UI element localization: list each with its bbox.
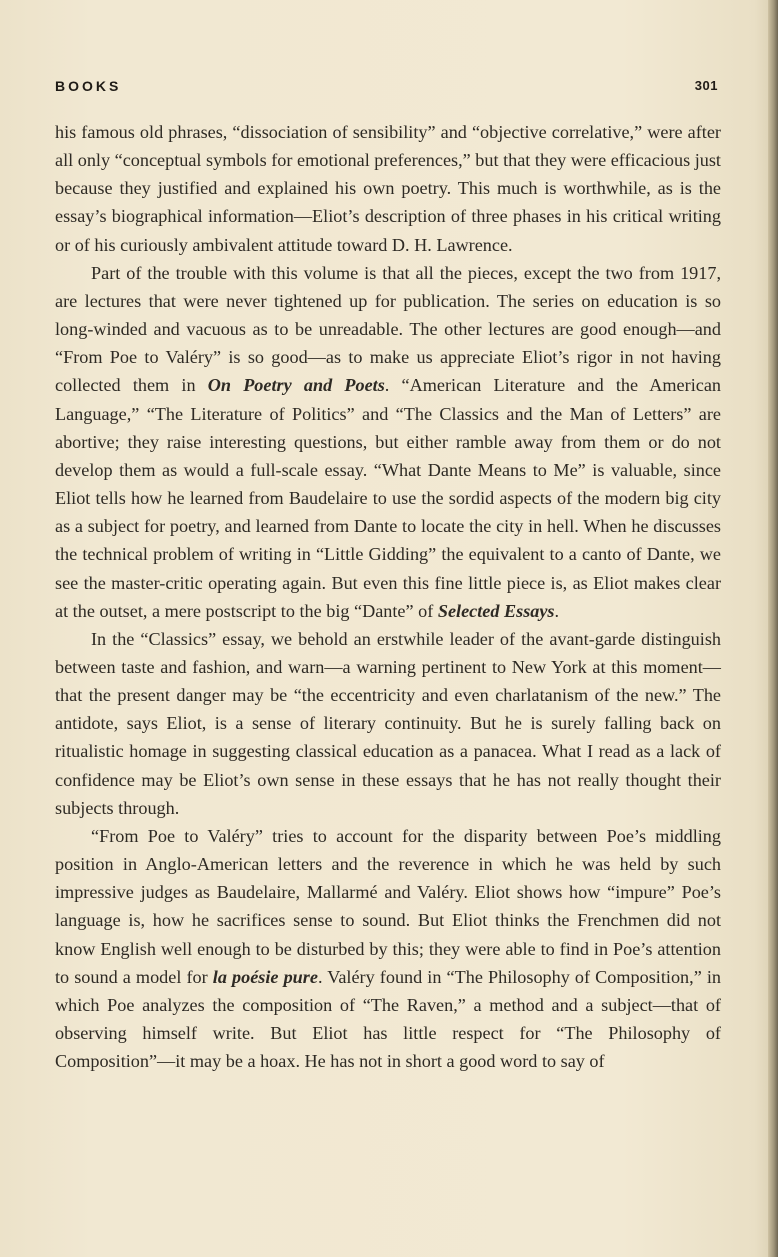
paragraph [55, 118, 721, 259]
italic-title: On Poetry and Poets [207, 375, 385, 396]
section-title: BOOKS [55, 78, 122, 94]
paragraph [55, 259, 721, 625]
text-run: Part of the trouble with this volume is that all the pieces, except the two from 1917, are lectures that were never tightened up for publication. The series on education is so long-winded and vacuous as to be unreadable. The other lectures are good enough—and “From Poe to Valéry” is so good—as to make us appreciate Eliot’s rigor in not having collected them in [55, 262, 721, 396]
page-edge-shadow [768, 0, 778, 1257]
body-text [55, 118, 721, 1075]
text-run: . Valéry found in “The Philosophy of Composition,” in which Poe analyzes the composition of “The Raven,” a method and a subject—that of observing himself write. But Eliot has little respect for “The Philosophy of Composition”—it may be a hoax. He has not in short a good word to say of [55, 966, 722, 1072]
text-run: . [554, 600, 560, 621]
text-run: his famous old phrases, “dissociation of sensibility” and “objective correlative,” were after all only “conceptual symbols for emotional preferences,” but that they were efficacious just because they justified and explained his own poetry. This much is worthwhile, as is the essay’s biographical information—Eliot’s description of three phases in his critical writing or of his curiously ambivalent attitude toward D. H. Lawrence. [55, 122, 721, 255]
italic-title: Selected Essays [437, 600, 555, 621]
page-number: 301 [694, 78, 718, 93]
text-run: “From Poe to Valéry” tries to account for the disparity between Poe’s middling position in Anglo-American letters and the reverence in which he was held by such impressive judges as Baudelaire, Mallarmé and Valéry. Eliot shows how “impure” Poe’s language is, how he sacrifices sense to sound. But Eliot thinks the Frenchmen did not know English well enough to be disturbed by this; they were able to find in Poe’s attention to sound a model for [55, 825, 721, 987]
text-run: . “American Literature and the American Language,” “The Literature of Politics” and “The Classics and the Man of Letters” are abortive; they raise interesting questions, but either ramble away from them or do not develop them as would a full-scale essay. “What Dante Means to Me” is valuable, since Eliot tells how he learned from Baudelaire to use the sordid aspects of the modern big city as a subject for poetry, and learned from Dante to locate the city in hell. When he discusses the technical problem of writing in “Little Gidding” the equivalent to a canto of Dante, we see the master-critic operating again. But even this fine little piece is, as Eliot makes clear at the outset, a mere postscript to the big “Dante” of [55, 375, 721, 621]
paragraph [55, 625, 721, 822]
text-run: In the “Classics” essay, we behold an erstwhile leader of the avant-garde distinguish between taste and fashion, and warn—a warning pertinent to New York at this moment—that the present danger may be “the eccentricity and even charlatanism of the new.” The antidote, says Eliot, is a sense of literary continuity. But he is surely falling back on ritualistic homage in suggesting classical education as a panacea. What I read as a lack of confidence may be Eliot’s own sense in these essays that he has not really thought their subjects through. [55, 628, 721, 818]
italic-title: la poésie pure [212, 966, 318, 987]
running-head [55, 78, 718, 98]
paragraph [55, 822, 721, 1075]
